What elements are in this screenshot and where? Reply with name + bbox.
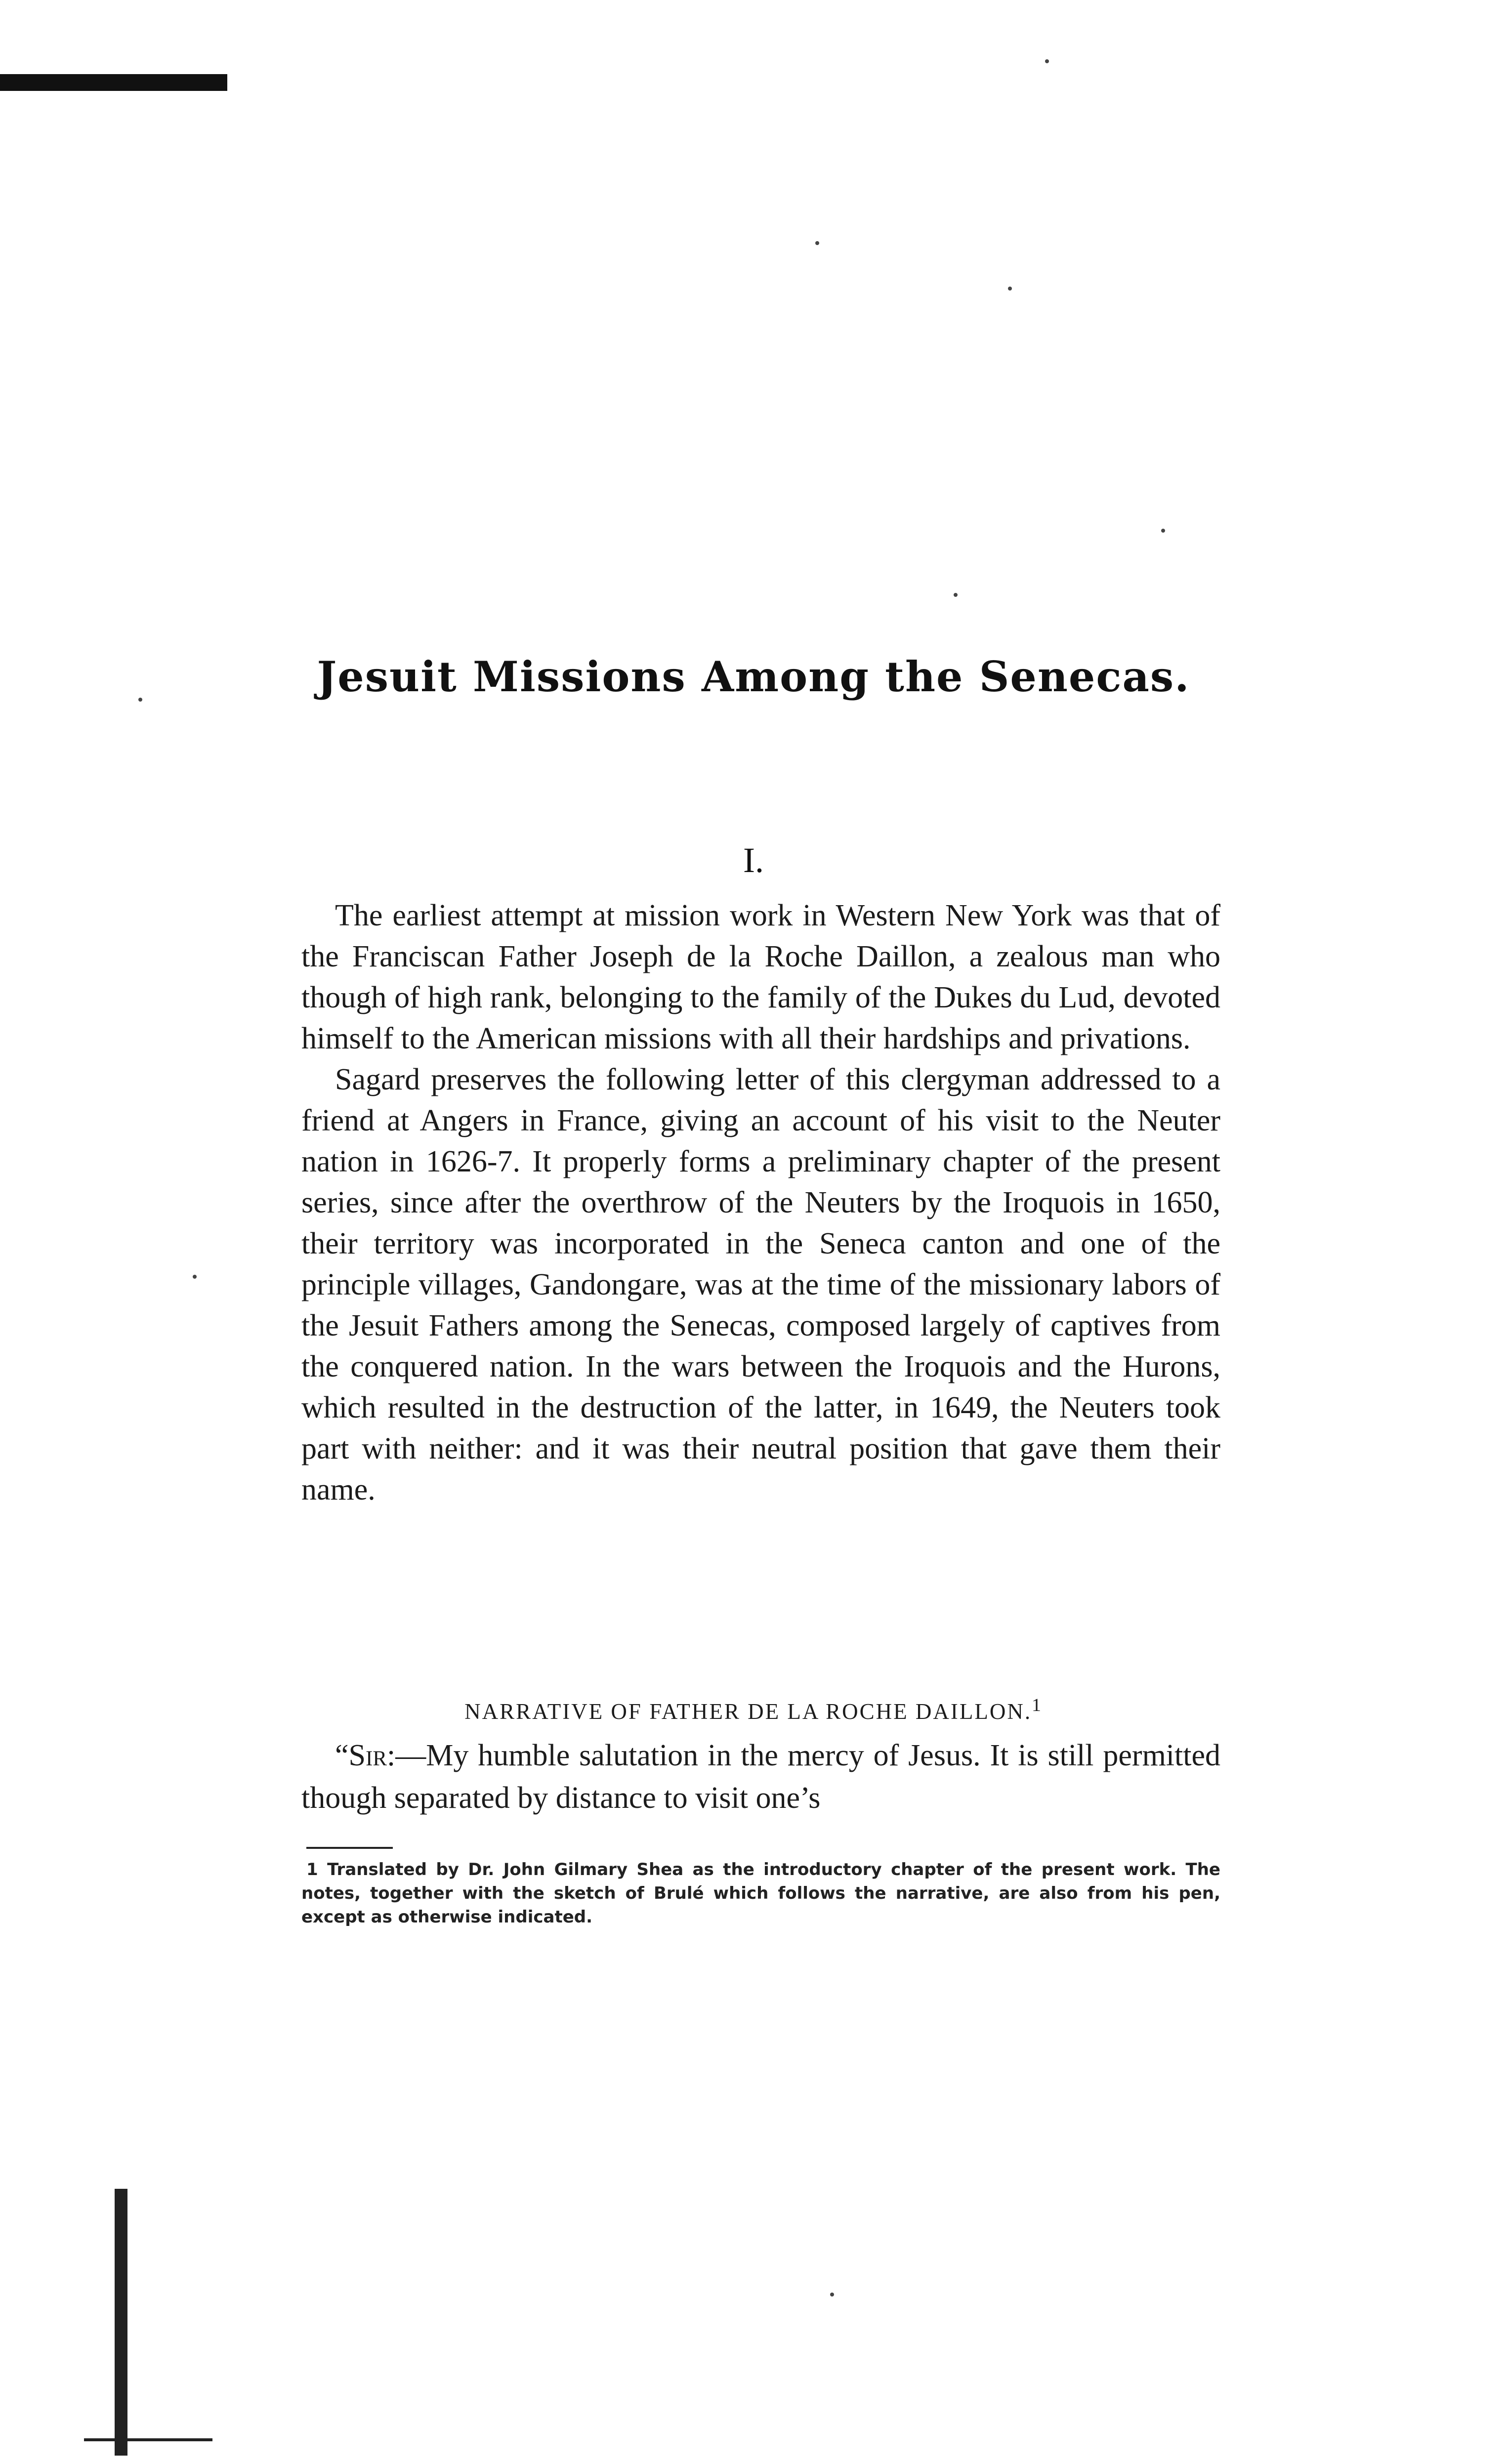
scan-mark [115,2189,127,2456]
footnote-reference: 1 [1032,1695,1043,1715]
scan-mark [0,74,227,91]
letter-opening: —My humble salutation in the mercy of Jesus. It is still permitted though separated by distance to visit one’s [301,1739,1220,1815]
scan-speck [954,593,958,597]
footnote-text [301,1858,1220,1929]
body-text [301,895,1220,1510]
narrative-heading-text: NARRATIVE OF FATHER DE LA ROCHE DAILLON. [464,1699,1032,1724]
paragraph: Sagard preserves the following letter of this clergyman addressed to a friend at Angers in France, giving an account of his visit to the Neuter nation in 1626-7. It properly forms a preliminary chapter of the present series, since after the overthrow of the Neuters by the Iroquois in 1650, their territory was incorporated in the Seneca canton and one of the principle villages, Gandongare, was at the time of the missionary labors of the Jesuit Fathers among the Senecas, composed largely of captives from the conquered nation. In the wars between the Iroquois and the Hurons, which resulted in the destruction of the latter, in 1649, the Neuters took part with neither: and it was their neutral position that gave them their name. [301,1063,1220,1506]
footnote [301,1858,1220,1929]
page-title: Jesuit Missions Among the Senecas. [317,652,1190,701]
scan-speck [1008,287,1012,291]
scan-speck [193,1275,197,1279]
footnote-divider [306,1847,393,1849]
footnote-marker: 1 [306,1860,318,1879]
scan-speck [815,241,819,245]
narrative-heading [0,1695,1507,1724]
salutation: “Sir: [335,1739,396,1772]
letter-text [301,1734,1220,1819]
paragraph: The earliest attempt at mission work in Western New York was that of the Franciscan Father Joseph de la Roche Daillon, a zealous man who though of high rank, belonging to the family of the Dukes du Lud, devoted himself to the American missions with all their hardships and privations. [301,899,1220,1055]
footnote-body: Translated by Dr. John Gilmary Shea as the introductory chapter of the present work. The notes, together with the sketch of Brulé which follows the narrative, are also from his pen, except as otherwise indicated. [301,1860,1220,1927]
section-number: I. [743,840,764,880]
letter-paragraph [301,1734,1220,1819]
scan-speck [1161,529,1165,533]
scan-speck [830,2293,834,2297]
scan-speck [1045,59,1049,63]
scan-mark [84,2438,212,2441]
